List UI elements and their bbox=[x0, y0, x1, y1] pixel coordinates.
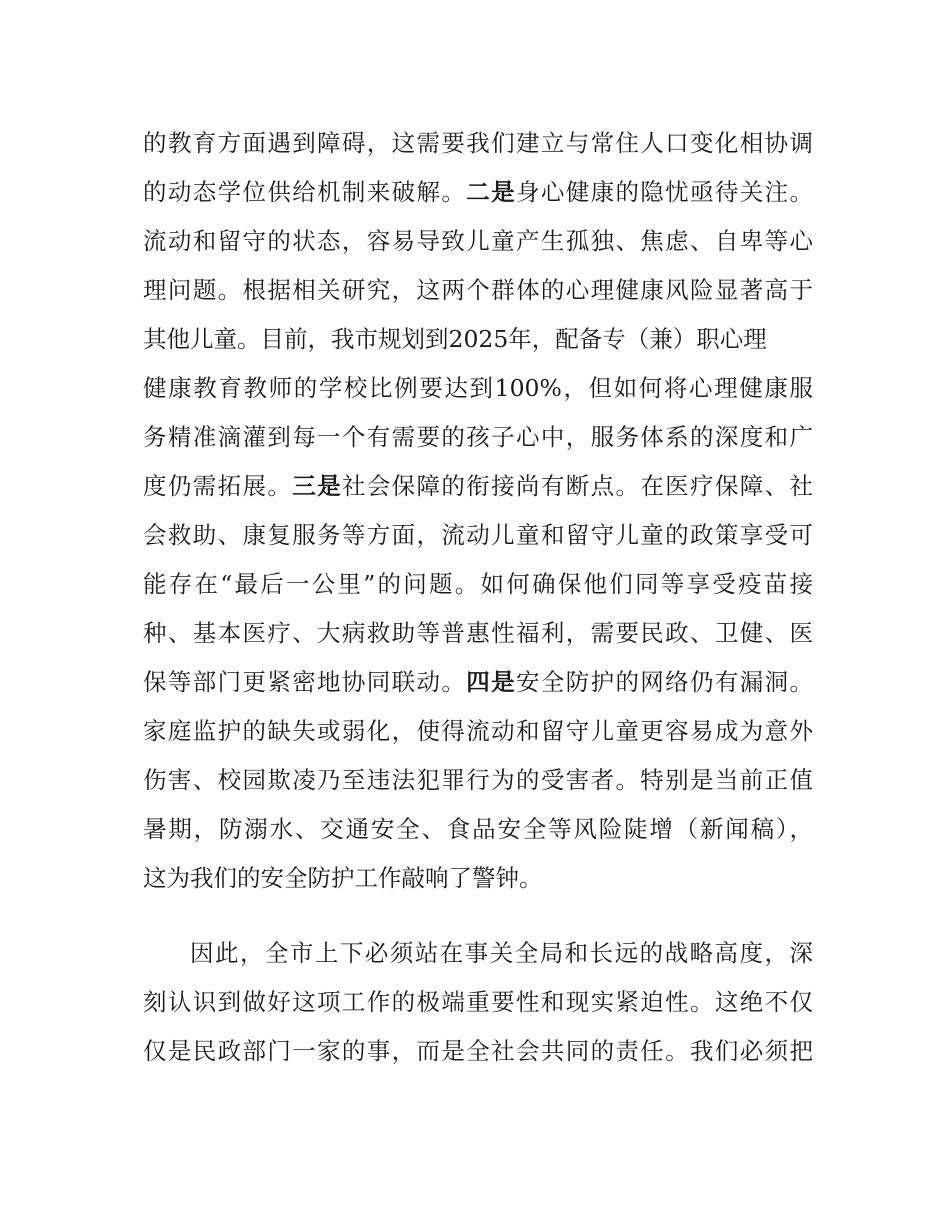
text-span: 身心健康的隐忧亟待关注。 bbox=[515, 178, 814, 206]
body-text-line bbox=[143, 617, 813, 649]
body-text-line bbox=[143, 1035, 813, 1067]
body-text-line bbox=[143, 176, 813, 208]
text-span: 家庭监护的缺失或弱化，使得流动和留守儿童更容易成为意外 bbox=[143, 717, 813, 745]
body-text-line bbox=[143, 986, 813, 1018]
body-text-line bbox=[143, 470, 813, 502]
text-span: 能存在“最后一公里”的问题。如何确保他们同等享受疫苗接 bbox=[143, 570, 813, 598]
text-span: 其他儿童。目前，我市规划到2025年，配备专（兼）职心理 bbox=[143, 325, 767, 353]
body-text-line bbox=[143, 519, 813, 551]
body-text-line bbox=[143, 323, 813, 355]
text-span: 会救助、康复服务等方面，流动儿童和留守儿童的政策享受可 bbox=[143, 521, 813, 549]
text-span: 伤害、校园欺凌乃至违法犯罪行为的受害者。特别是当前正值 bbox=[143, 766, 813, 794]
text-span: 健康教育教师的学校比例要达到100%，但如何将心理健康服 bbox=[143, 374, 813, 402]
text-span: 安全防护的网络仍有漏洞。 bbox=[515, 668, 814, 696]
text-span: 务精准滴灌到每一个有需要的孩子心中，服务体系的深度和广 bbox=[143, 423, 813, 451]
text-span: 仅是民政部门一家的事，而是全社会共同的责任。我们必须把 bbox=[143, 1037, 813, 1065]
body-text-line bbox=[143, 568, 813, 600]
text-span: 的动态学位供给机制来破解。 bbox=[143, 178, 467, 206]
body-text-line bbox=[143, 274, 813, 306]
body-text-line bbox=[143, 764, 813, 796]
body-text-line bbox=[143, 715, 813, 747]
text-span: 理问题。根据相关研究，这两个群体的心理健康风险显著高于 bbox=[143, 276, 813, 304]
body-text-line bbox=[143, 225, 813, 257]
text-span: 刻认识到做好这项工作的极端重要性和现实紧迫性。这绝不仅 bbox=[143, 988, 813, 1016]
text-span: 暑期，防溺水、交通安全、食品安全等风险陡增（新闻稿）， bbox=[143, 815, 813, 843]
body-text-line bbox=[143, 127, 813, 159]
text-span: 因此，全市上下必须站在事关全局和长远的战略高度，深 bbox=[190, 939, 813, 967]
body-text-line bbox=[143, 666, 813, 698]
point-marker-three: 三是 bbox=[292, 472, 342, 500]
body-text-line bbox=[143, 813, 813, 845]
point-marker-two: 二是 bbox=[466, 178, 516, 206]
body-text-line bbox=[143, 421, 813, 453]
body-text-line bbox=[143, 862, 813, 894]
text-span: 度仍需拓展。 bbox=[143, 472, 293, 500]
body-text-line bbox=[143, 372, 813, 404]
text-span: 流动和留守的状态，容易导致儿童产生孤独、焦虑、自卑等心 bbox=[143, 227, 813, 255]
text-span: 的教育方面遇到障碍，这需要我们建立与常住人口变化相协调 bbox=[143, 129, 813, 157]
text-span: 这为我们的安全防护工作敲响了警钟。 bbox=[143, 864, 543, 892]
point-marker-four: 四是 bbox=[466, 668, 516, 696]
text-span: 保等部门更紧密地协同联动。 bbox=[143, 668, 467, 696]
text-span: 社会保障的衔接尚有断点。在医疗保障、社 bbox=[341, 472, 814, 500]
body-text-line bbox=[190, 937, 813, 969]
text-span: 种、基本医疗、大病救助等普惠性福利，需要民政、卫健、医 bbox=[143, 619, 813, 647]
